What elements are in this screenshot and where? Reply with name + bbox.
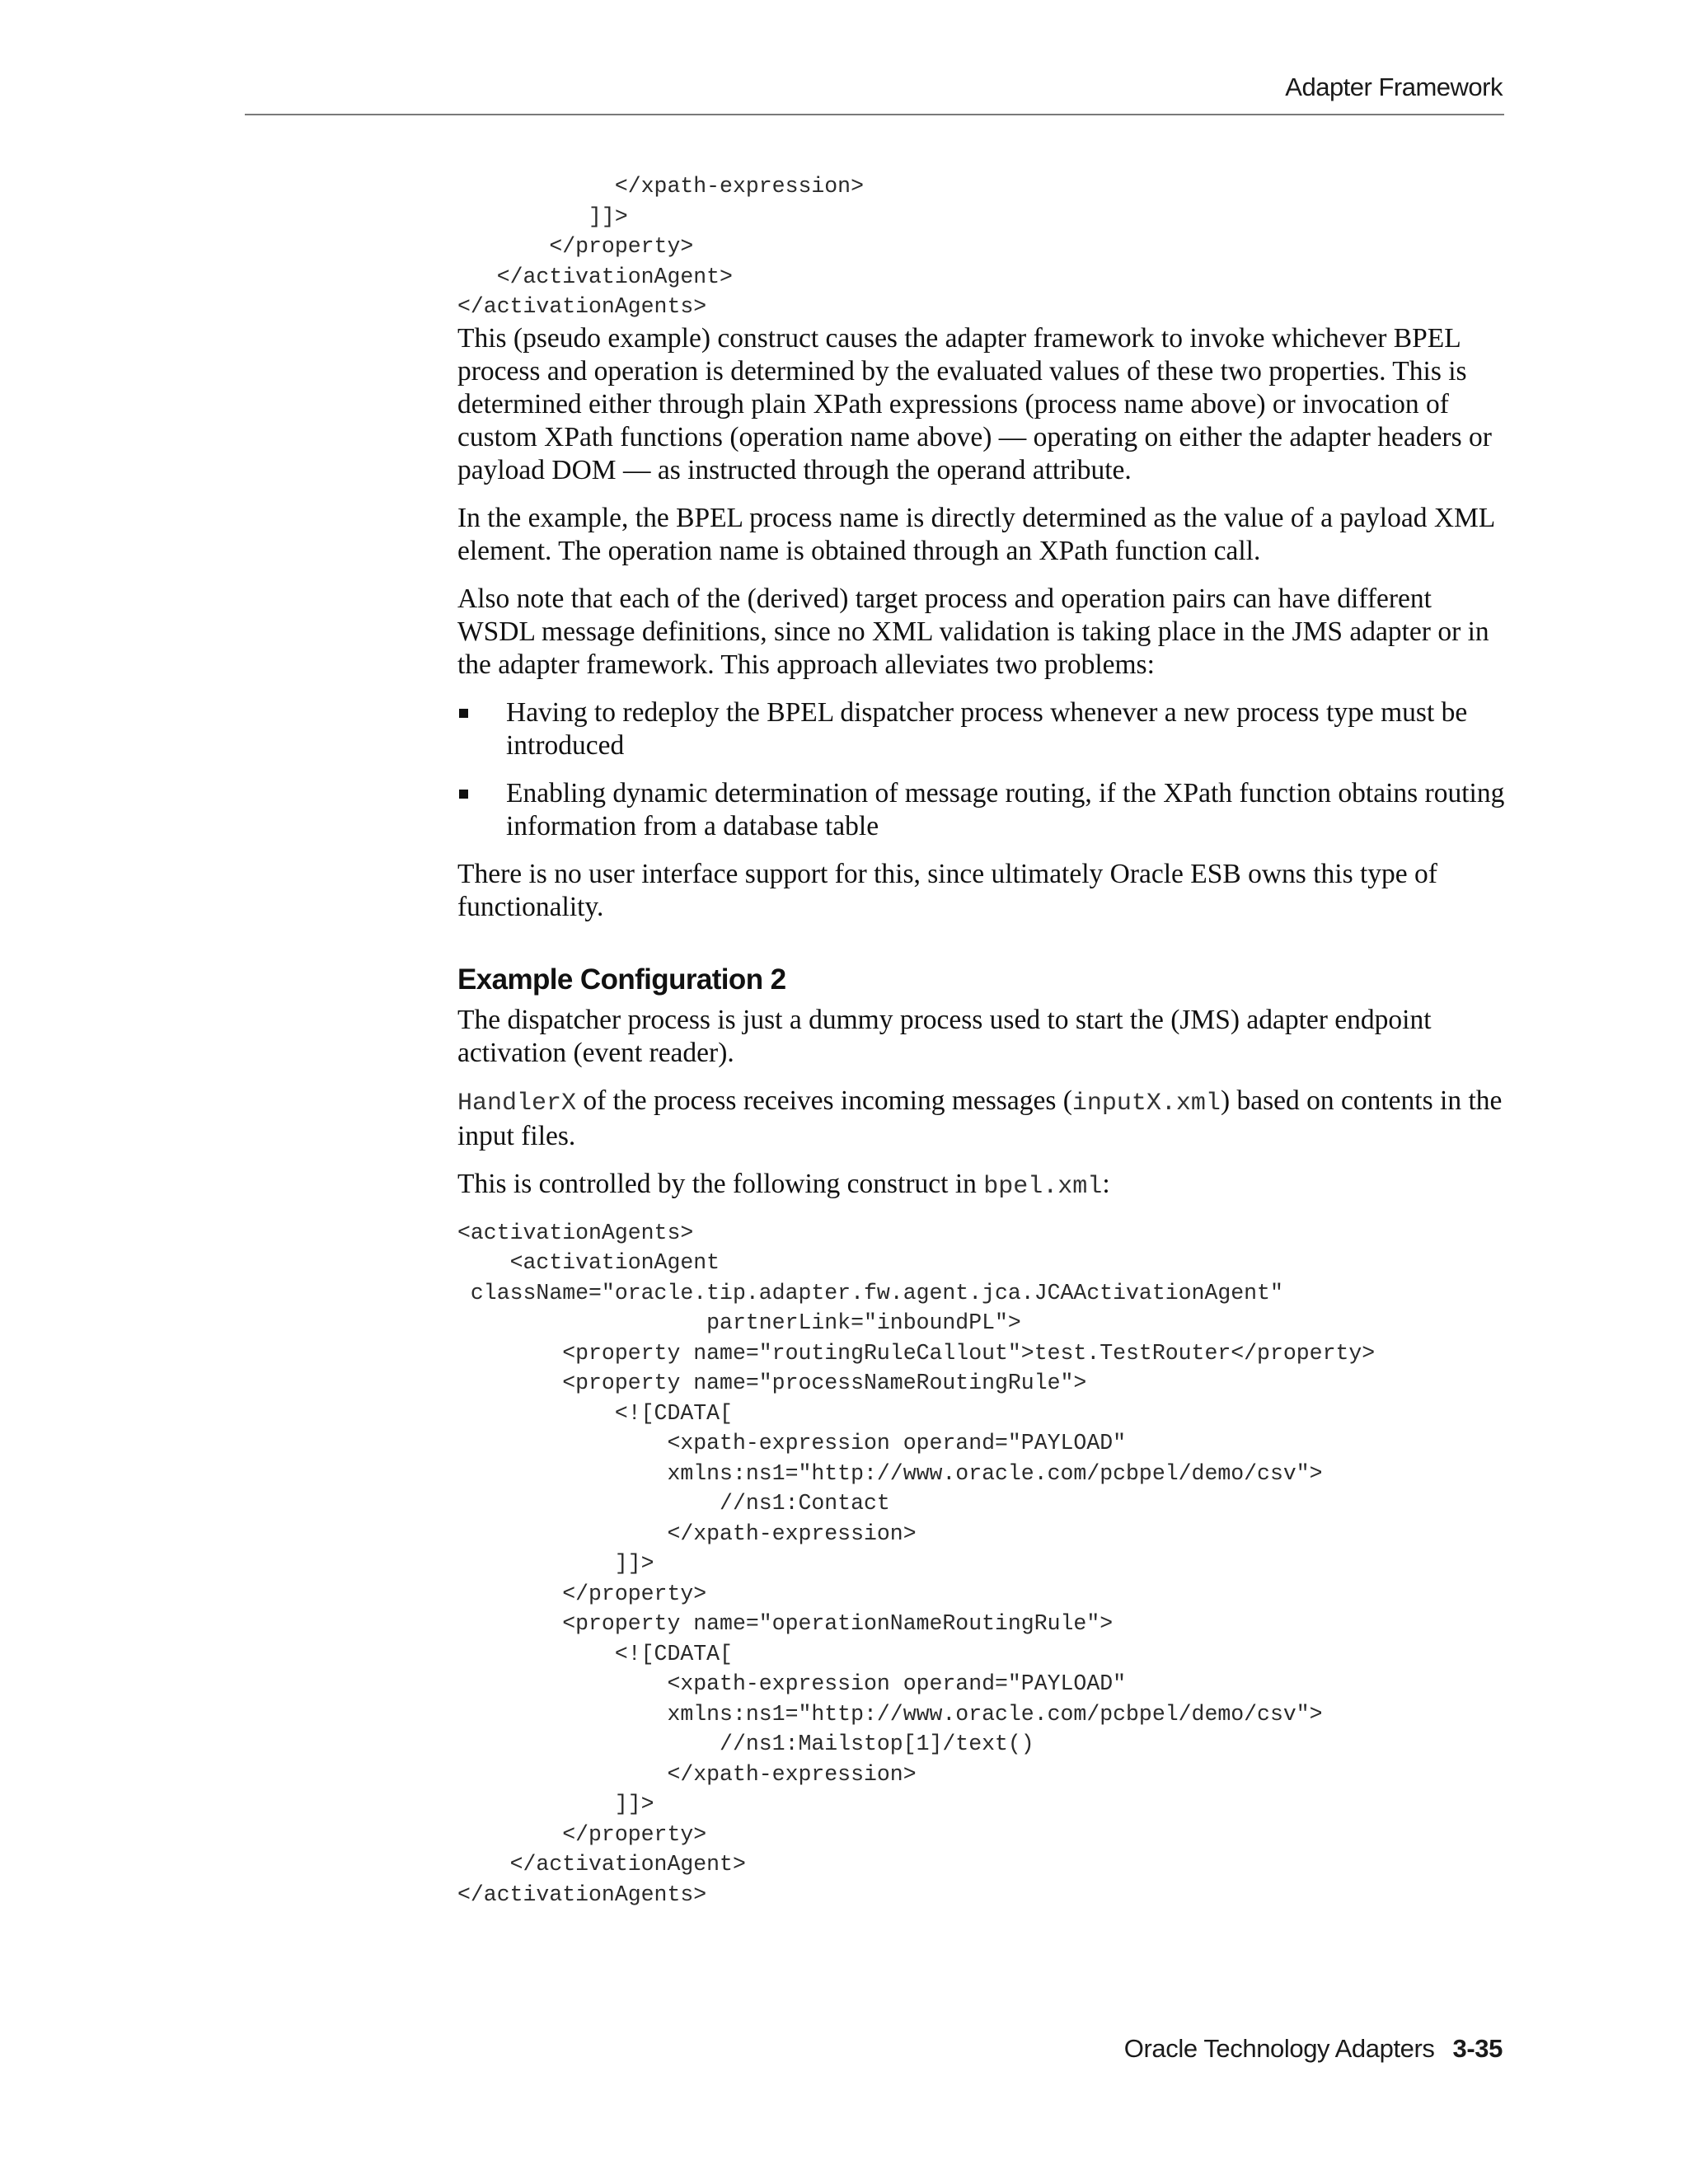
problems-list	[457, 696, 1512, 843]
list-item-text: Enabling dynamic determination of message routing, if the XPath function obtains routing information from a database table	[506, 777, 1505, 841]
page-footer	[1124, 2034, 1503, 2064]
page-content	[457, 171, 1512, 1910]
code-block-top: </xpath-expression> ]]> </property> </activationAgent> </activationAgents>	[457, 174, 864, 319]
paragraph-handler	[457, 1085, 1512, 1153]
list-item-text: Having to redeploy the BPEL dispatcher process whenever a new process type must be introduced	[506, 696, 1468, 761]
paragraph-wsdl-note: Also note that each of the (derived) target process and operation pairs can have different WSDL message definitions, since no XML validation is taking place in the JMS adapter or in the adapter framework. This approach alleviates two problems:	[457, 583, 1489, 680]
paragraph-text: This is controlled by the following construct in	[457, 1168, 984, 1199]
list-item	[457, 696, 1512, 762]
list-item	[457, 777, 1512, 843]
running-header: Adapter Framework	[1285, 73, 1503, 101]
paragraph-text: :	[1102, 1168, 1110, 1199]
paragraph-controlled-by	[457, 1168, 1512, 1203]
inline-code-bpel-xml: bpel.xml	[983, 1172, 1103, 1201]
paragraph-pseudo-example: This (pseudo example) construct causes the adapter framework to invoke whichever BPEL process and operation is determined by the evaluated values of these two properties. This is determined either through plain XPath expressions (process name above) or invocation of custom XPath functions (operation name above) — operating on either the adapter headers or payload DOM — as instructed through the operand attribute.	[457, 322, 1492, 485]
bullet-square-icon	[459, 709, 468, 718]
page-number: 3-35	[1452, 2034, 1503, 2063]
paragraph-example-explanation: In the example, the BPEL process name is directly determined as the value of a payload XML element. The operation name is obtained through an XPath function call.	[457, 502, 1495, 566]
code-block-activation-agents: <activationAgents> <activationAgent className="oracle.tip.adapter.fw.agent.jca.JCAActivationAgent" partnerLink="inboundPL"> <property name="routingRuleCallout">test.TestRouter</property> <property name="processNameRoutingRule"> <![CDATA[ <xpath-expression operand="PAYLOAD" xmlns:ns1="http://www.oracle.com/pcbpel/demo/csv"> //ns1:Contact </xpath-expression> ]]> </property> <property name="operationNameRoutingRule"> <![CDATA[ <xpath-expression operand="PAYLOAD" xmlns:ns1="http://www.oracle.com/pcbpel/demo/csv"> //ns1:Mailstop[1]/text() </xpath-expression> ]]> </property> </activationAgent> </activationAgents>	[457, 1220, 1376, 1907]
paragraph-text: ) based on contents in the input files.	[457, 1085, 1503, 1151]
paragraph-no-ui-support: There is no user interface support for this, since ultimately Oracle ESB owns this type of functionality.	[457, 858, 1437, 922]
bullet-square-icon	[459, 790, 468, 799]
paragraph-text: of the process receives incoming messages (	[576, 1085, 1072, 1116]
section-heading: Example Configuration 2	[457, 963, 786, 996]
footer-book-title: Oracle Technology Adapters	[1123, 2034, 1435, 2063]
inline-code-handler: HandlerX	[457, 1089, 577, 1118]
paragraph-dispatcher: The dispatcher process is just a dummy process used to start the (JMS) adapter endpoint activation (event reader).	[457, 1004, 1432, 1068]
header-rule	[245, 114, 1504, 115]
inline-code-input-file: inputX.xml	[1071, 1089, 1221, 1118]
